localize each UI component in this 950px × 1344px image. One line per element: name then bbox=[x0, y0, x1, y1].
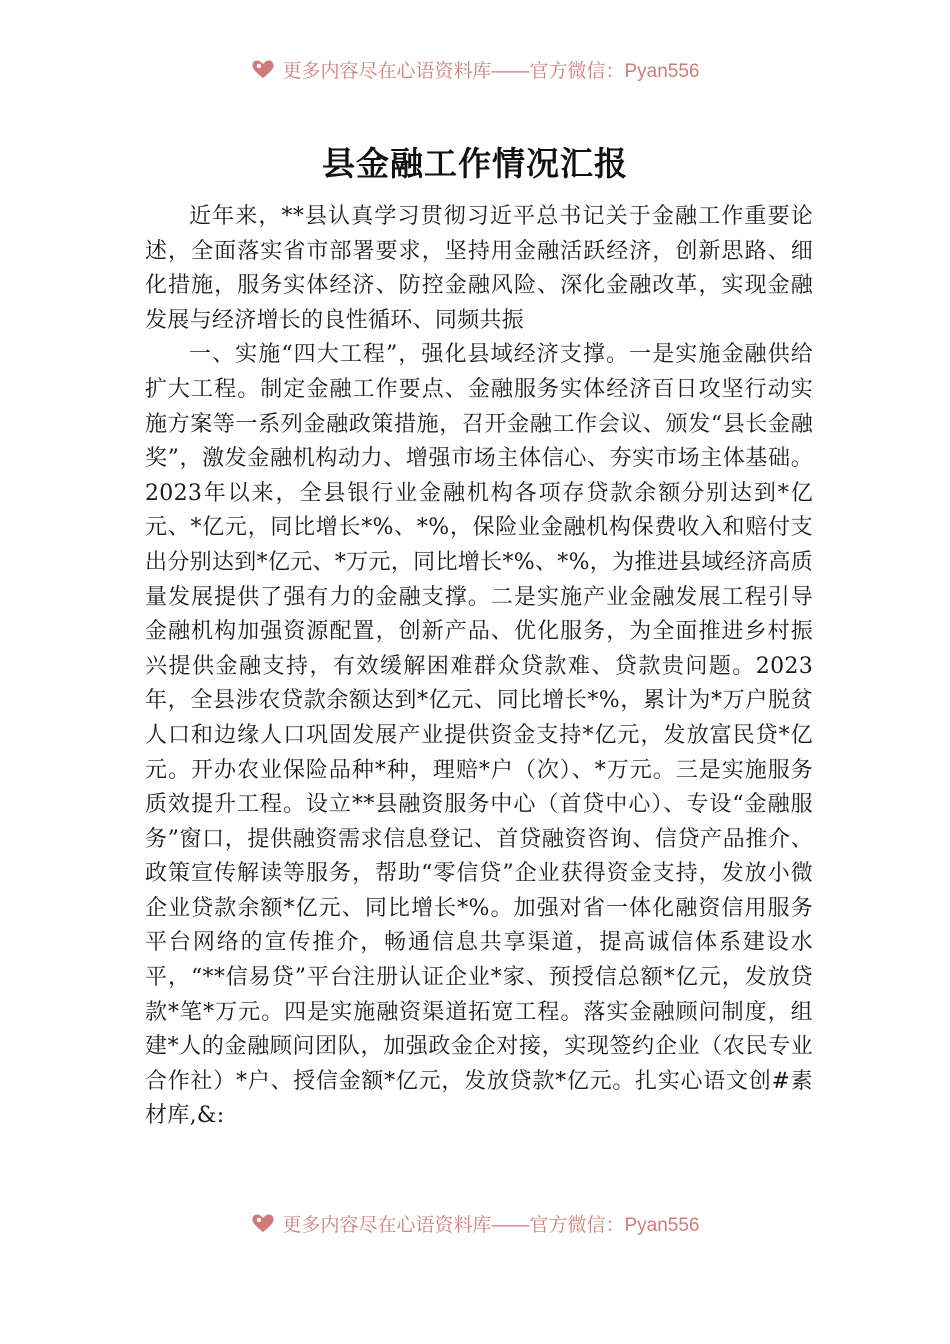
document-title: 县金融工作情况汇报 bbox=[322, 144, 628, 183]
watermark-text: 更多内容尽在心语资料库——官方微信：Pyan556 bbox=[282, 60, 700, 82]
heart-logo-icon bbox=[250, 58, 276, 80]
intro-paragraph: 近年来，**县认真学习贯彻习近平总书记关于金融工作重要论述，全面落实省市部署要求，坚持用金融活跃经济，创新思路、细化措施，服务实体经济、防控金融风险、深化金融改革，实现金融发展与经济增长的良性循环、同频共振 bbox=[145, 204, 813, 333]
section-paragraph: 一、实施“四大工程”，强化县域经济支撑。一是实施金融供给扩大工程。制定金融工作要点、金融服务实体经济百日攻坚行动实施方案等一系列金融政策措施，召开金融工作会议、颁发“县长金融奖”，激发金融机构动力、增强市场主体信心、夯实市场主体基础。2023年以来，全县银行业金融机构各项存贷款余额分别达到*亿元、*亿元，同比增长*%、*%，保险业金融机构保费收入和赔付支出分别达到*亿元、*万元，同比增长*%、*%，为推进县域经济高质量发展提供了强有力的金融支撑。二是实施产业金融发展工程引导金融机构加强资源配置，创新产品、优化服务，为全面推进乡村振兴提供金融支持，有效缓解困难群众贷款难、贷款贵问题。2023年，全县涉农贷款余额达到*亿元、同比增长*%，累计为*万户脱贫人口和边缘人口巩固发展产业提供资金支持*亿元，发放富民贷*亿元。开办农业保险品种*种，理赔*户（次）、*万元。三是实施服务质效提升工程。设立**县融资服务中心（首贷中心）、专设“金融服务”窗口，提供融资需求信息登记、首贷融资咨询、信贷产品推介、政策宣传解读等服务，帮助“零信贷”企业获得资金支持，发放小微企业贷款余额*亿元、同比增长*%。加强对省一体化融资信用服务平台网络的宣传推介，畅通信息共享渠道，提高诚信体系建设水平，“**信易贷”平台注册认证企业*家、预授信总额*亿元，发放贷款*笔*万元。四是实施融资渠道拓宽工程。落实金融顾问制度，组建*人的金融顾问团队，加强政金企对接，实现签约企业（农民专业合作社）*户、授信金额*亿元，发放贷款*亿元。扎实心语文创#素材库,&: bbox=[145, 342, 813, 1129]
heart-logo-icon bbox=[250, 1212, 276, 1234]
watermark-text: 更多内容尽在心语资料库——官方微信：Pyan556 bbox=[282, 1214, 700, 1236]
footer-watermark bbox=[0, 1208, 950, 1238]
header-watermark bbox=[0, 54, 950, 84]
document-body bbox=[145, 200, 813, 1134]
